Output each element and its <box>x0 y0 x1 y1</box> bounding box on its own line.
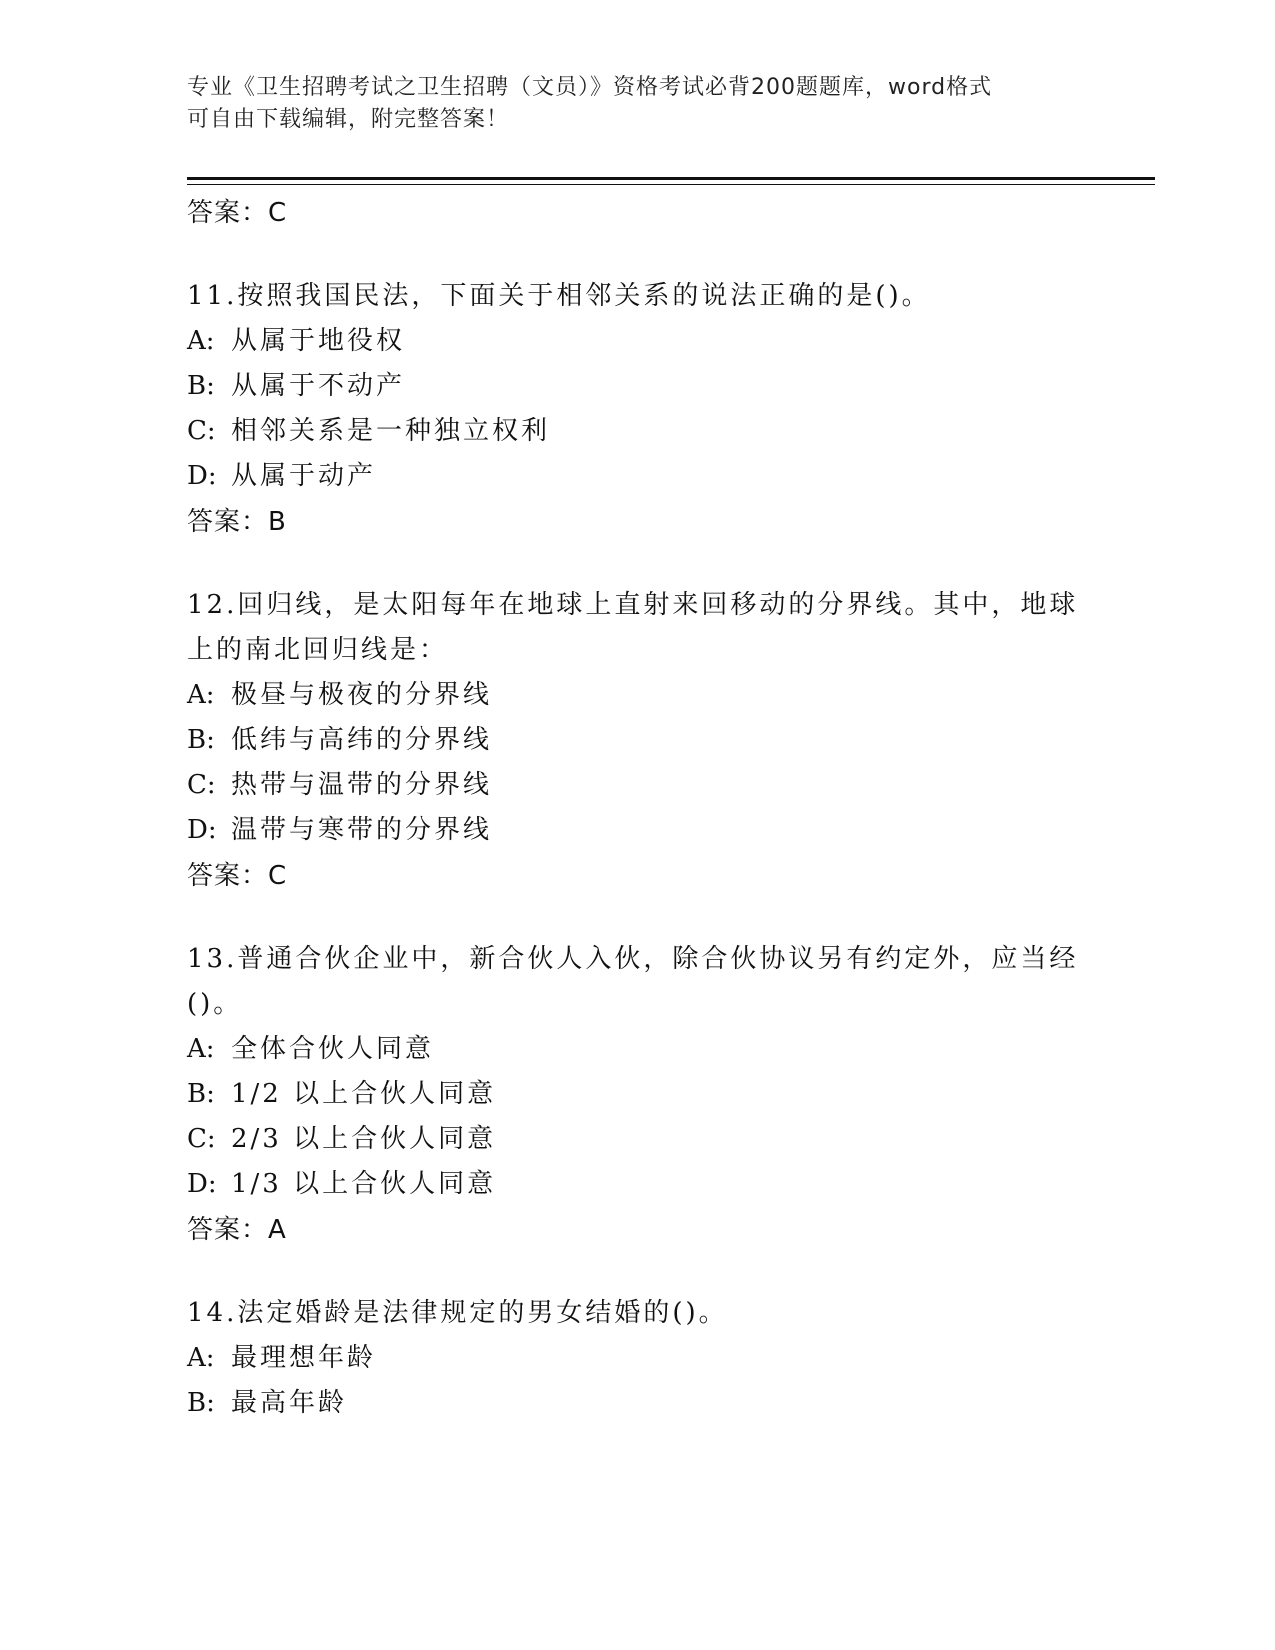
option-text: 全体合伙人同意 <box>231 1034 435 1064</box>
question-option <box>187 409 1087 454</box>
option-letter: B: <box>187 1079 215 1109</box>
header-line-1: 专业《卫生招聘考试之卫生招聘（文员）》资格考试必背200题题库，word格式 <box>187 75 993 100</box>
answer-value: C <box>268 861 288 891</box>
option-text: 从属于不动产 <box>231 371 406 401</box>
question-option <box>187 1117 1087 1162</box>
option-text: 相邻关系是一种独立权利 <box>231 416 551 446</box>
question-stem <box>187 937 1087 1027</box>
question-option <box>187 808 1087 853</box>
option-letter: D: <box>187 815 217 845</box>
question-option <box>187 1162 1087 1207</box>
answer-value: A <box>268 1215 287 1245</box>
option-letter: C: <box>187 770 216 800</box>
option-letter: C: <box>187 416 216 446</box>
option-letter: A: <box>187 1034 215 1064</box>
option-text: 从属于动产 <box>231 461 377 491</box>
answer-label: 答案： <box>187 507 269 537</box>
header-rule-thick <box>187 177 1155 180</box>
option-text: 2/3 以上合伙人同意 <box>231 1124 497 1154</box>
header-line-2: 可自由下载编辑，附完整答案！ <box>187 107 510 132</box>
option-letter: D: <box>187 1169 217 1199</box>
option-text: 1/2 以上合伙人同意 <box>231 1079 497 1109</box>
option-text: 1/3 以上合伙人同意 <box>231 1169 497 1199</box>
question-option <box>187 1336 1087 1381</box>
question-list <box>187 190 1087 1426</box>
option-text: 低纬与高纬的分界线 <box>231 725 493 755</box>
answer-label: 答案： <box>187 198 269 228</box>
question-option <box>187 1381 1087 1426</box>
option-text: 从属于地役权 <box>231 326 406 356</box>
option-letter: A: <box>187 1343 215 1373</box>
question-option <box>187 763 1087 808</box>
option-letter: B: <box>187 371 215 401</box>
answer-value: C <box>268 198 288 228</box>
answer-value: B <box>268 507 287 537</box>
question-stem-line: 14.法定婚龄是法律规定的男女结婚的()。 <box>187 1298 728 1328</box>
question-option <box>187 319 1087 364</box>
option-letter: C: <box>187 1124 216 1154</box>
question-stem-line: ()。 <box>187 989 243 1019</box>
option-letter: A: <box>187 326 215 356</box>
document-header <box>187 72 1067 136</box>
question-option <box>187 364 1087 409</box>
question-stem <box>187 1291 1087 1336</box>
question-option <box>187 718 1087 763</box>
option-letter: B: <box>187 725 215 755</box>
question-stem-line: 上的南北回归线是： <box>187 635 449 665</box>
question-option <box>187 1072 1087 1117</box>
option-text: 热带与温带的分界线 <box>231 770 493 800</box>
question-stem-line: 13.普通合伙企业中，新合伙人入伙，除合伙协议另有约定外，应当经 <box>187 944 1079 974</box>
option-letter: D: <box>187 461 217 491</box>
question-option <box>187 454 1087 499</box>
question-option <box>187 1027 1087 1072</box>
option-text: 温带与寒带的分界线 <box>231 815 493 845</box>
question-stem <box>187 583 1087 673</box>
option-text: 最理想年龄 <box>231 1343 377 1373</box>
header-rule-thin <box>187 184 1155 185</box>
option-letter: A: <box>187 680 215 710</box>
answer-label: 答案： <box>187 861 269 891</box>
answer-label: 答案： <box>187 1215 269 1245</box>
option-text: 极昼与极夜的分界线 <box>231 680 493 710</box>
option-text: 最高年龄 <box>231 1388 348 1418</box>
option-letter: B: <box>187 1388 215 1418</box>
question-stem-line: 12.回归线，是太阳每年在地球上直射来回移动的分界线。其中，地球 <box>187 590 1079 620</box>
question-answer <box>187 499 1087 545</box>
question-answer <box>187 853 1087 899</box>
question-answer <box>187 1207 1087 1253</box>
previous-answer <box>187 190 1087 236</box>
question-stem-line: 11.按照我国民法，下面关于相邻关系的说法正确的是()。 <box>187 281 931 311</box>
question-option <box>187 673 1087 718</box>
question-stem <box>187 274 1087 319</box>
